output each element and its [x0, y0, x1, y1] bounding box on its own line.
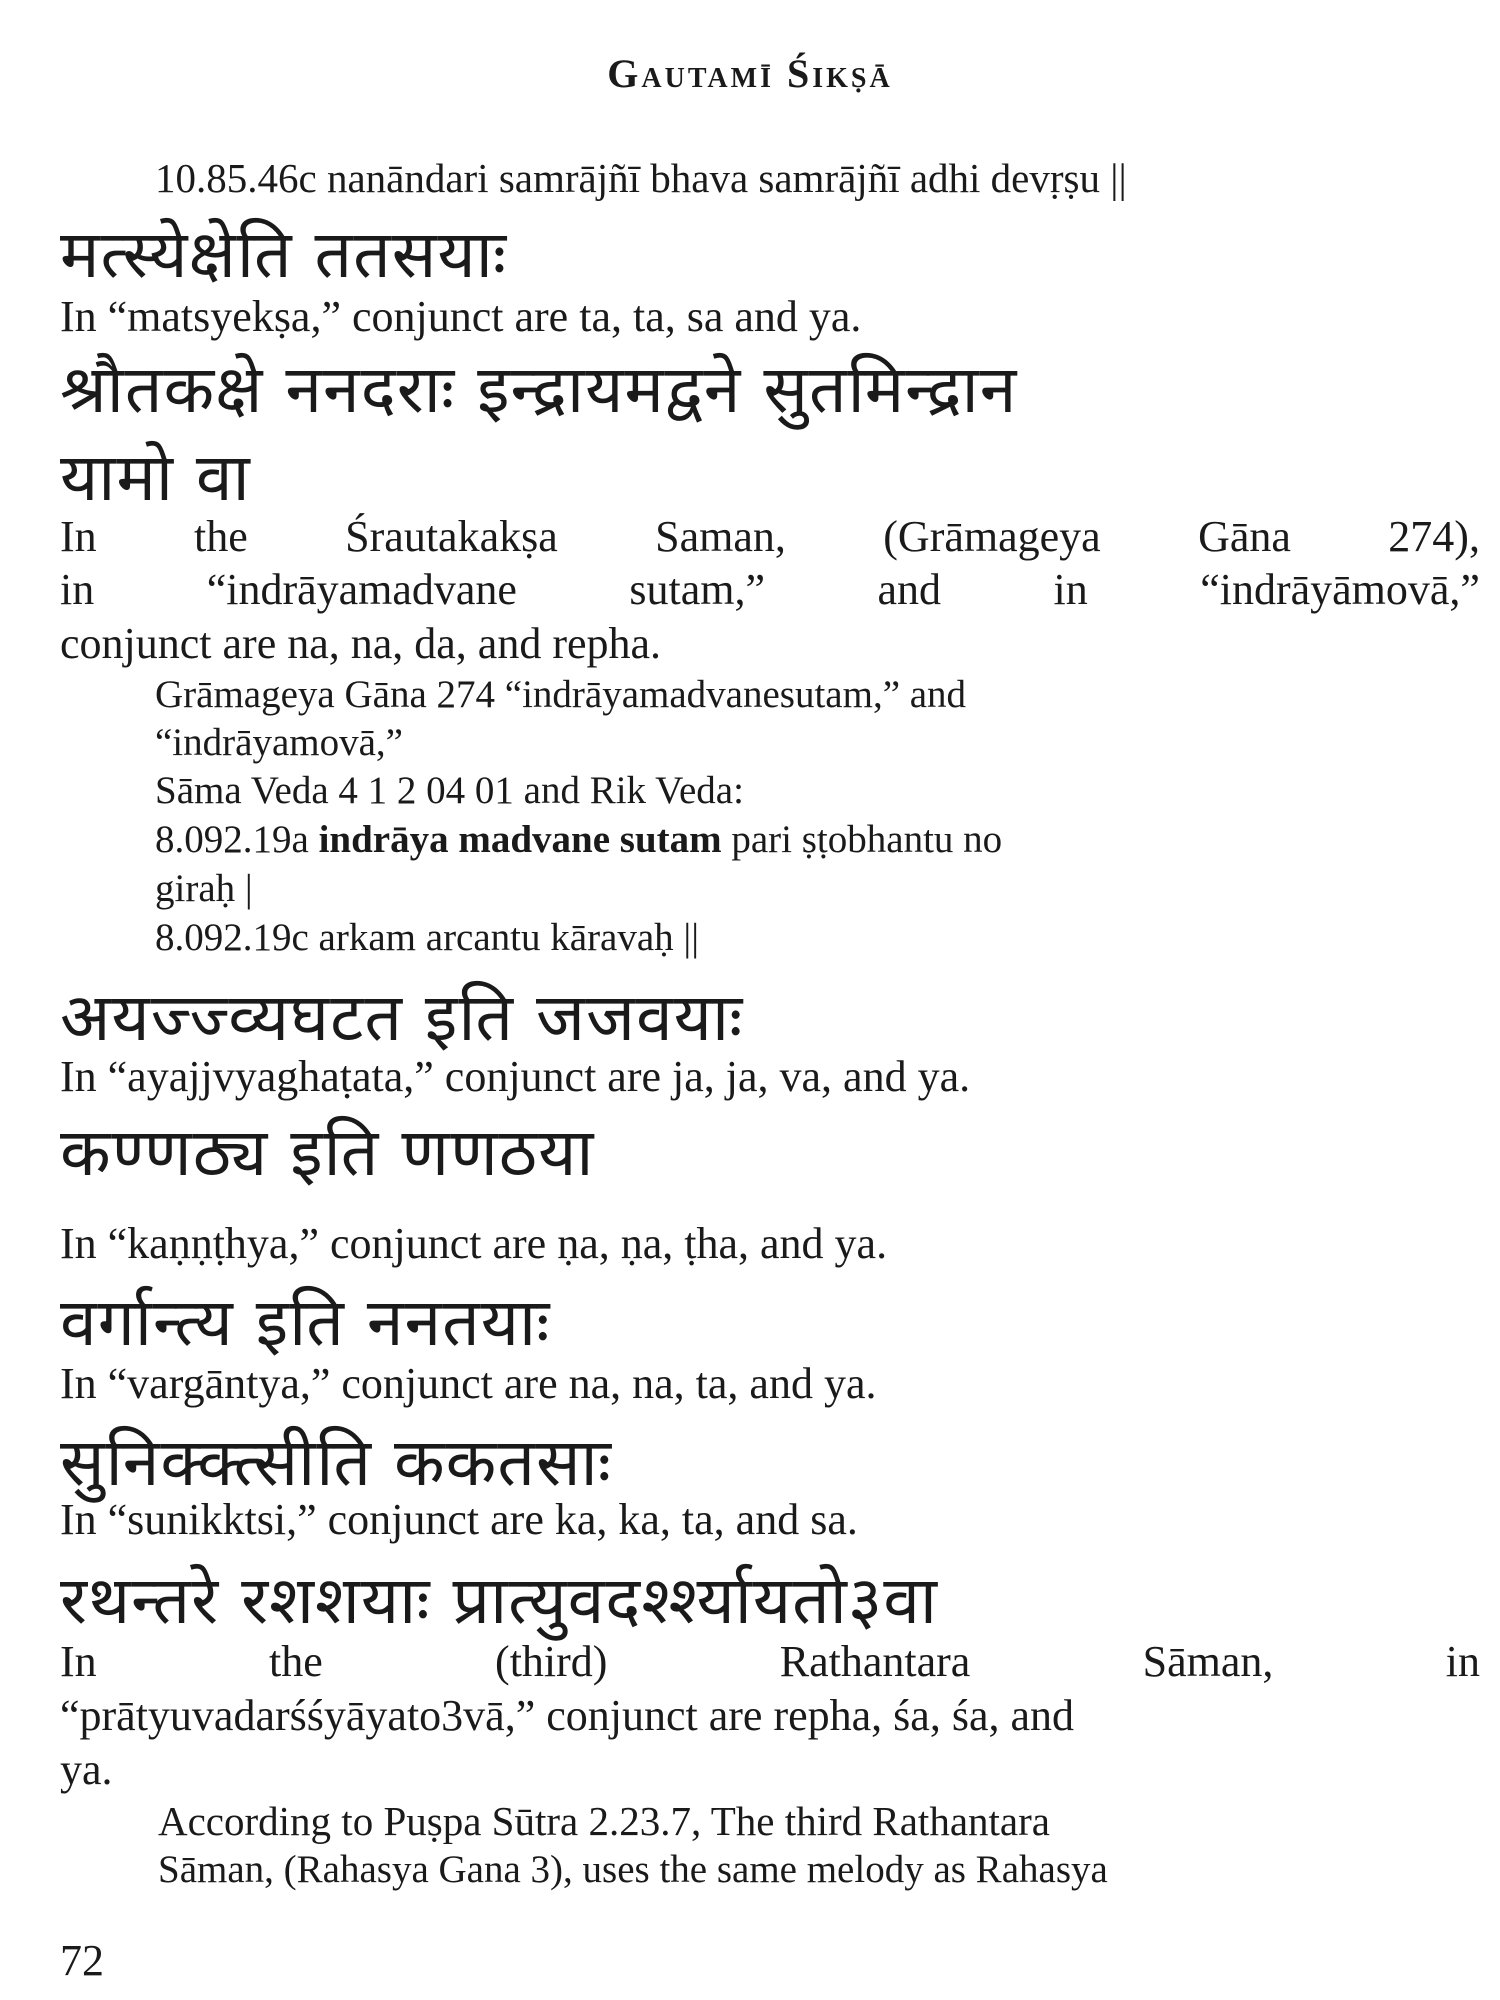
- rigveda-reference-line: 10.85.46c nanāndari samrājñī bhava samrājñī adhi devṛṣu ||: [155, 155, 1127, 201]
- word: 274),: [1388, 512, 1480, 561]
- word: the: [268, 1637, 323, 1686]
- verse-bold-phrase: indrāya madvane sutam: [318, 818, 722, 861]
- word: Sāman,: [1142, 1637, 1274, 1686]
- word: in: [1053, 565, 1088, 614]
- word: In: [60, 512, 97, 561]
- verse-rest: pari ṣṭobhantu no: [721, 818, 1003, 861]
- sanskrit-verse-srautakaksa-line1: श्रौतकक्षे ननदराः इन्द्रायमद्वने सुतमिन्द्रान: [60, 351, 1018, 428]
- word: and: [877, 565, 942, 614]
- word: (third): [495, 1637, 608, 1686]
- word: “indrāyāmovā,”: [1200, 565, 1480, 614]
- note-puspa-sutra-2: Sāman, (Rahasya Gana 3), uses the same melody as Rahasya: [158, 1848, 1108, 1891]
- translation-kannthya: In “kaṇṇṭhya,” conjunct are ṇa, ṇa, ṭha, and ya.: [60, 1219, 888, 1268]
- word: in: [60, 565, 95, 614]
- word: Saman,: [655, 512, 786, 561]
- page-number: 72: [60, 1936, 104, 1985]
- note-gramageya-2: “indrāyamovā,”: [155, 721, 403, 764]
- translation-srautakaksa-line1: [60, 512, 1480, 561]
- translation-vargantya: In “vargāntya,” conjunct are na, na, ta, and ya.: [60, 1359, 877, 1408]
- sanskrit-verse-rathantara: रथन्तरे रशशयाः प्रात्युवदर्श्श्यायतो३वा: [60, 1562, 938, 1639]
- note-sama-veda: Sāma Veda 4 1 2 04 01 and Rik Veda:: [155, 769, 744, 812]
- sanskrit-verse-vargantya: वर्गान्त्य इति ननतयाः: [60, 1284, 551, 1361]
- translation-rathantara-line2: “prātyuvadarśśyāyato3vā,” conjunct are repha, śa, śa, and: [60, 1691, 1074, 1740]
- word: In: [60, 1637, 97, 1686]
- sanskrit-verse-matsyeksa: मत्स्येक्षेति ततसयाः: [60, 216, 508, 293]
- word: the: [194, 512, 248, 561]
- word: Śrautakakṣa: [345, 512, 558, 561]
- word: (Grāmageya: [883, 512, 1101, 561]
- note-rik-veda-verse-cont: giraḥ |: [155, 867, 253, 910]
- note-puspa-sutra-1: According to Puṣpa Sūtra 2.23.7, The third Rathantara: [158, 1798, 1050, 1844]
- translation-rathantara-line1: [60, 1637, 1480, 1686]
- word: “indrāyamadvane: [206, 565, 517, 614]
- word: Rathantara: [779, 1637, 971, 1686]
- note-gramageya-1: Grāmageya Gāna 274 “indrāyamadvanesutam,” and: [155, 673, 967, 716]
- verse-number: 8.092.19a: [155, 818, 319, 861]
- sanskrit-verse-kannthya: कण्णठ्य इति णणठया: [60, 1114, 595, 1191]
- sanskrit-verse-srautakaksa-line2: यामो वा: [60, 439, 251, 516]
- word: sutam,”: [629, 565, 766, 614]
- translation-sunikktsi: In “sunikktsi,” conjunct are ka, ka, ta, and sa.: [60, 1495, 858, 1544]
- translation-rathantara-line3: ya.: [60, 1745, 113, 1794]
- translation-matsyeksa: In “matsyekṣa,” conjunct are ta, ta, sa and ya.: [60, 292, 862, 341]
- translation-ayajjvyaghatata: In “ayajjvyaghaṭata,” conjunct are ja, ja, va, and ya.: [60, 1052, 971, 1101]
- translation-srautakaksa-line3: conjunct are na, na, da, and repha.: [60, 619, 662, 668]
- running-header-title: Gautamī Śikṣā: [607, 51, 893, 96]
- sanskrit-verse-sunikktsi: सुनिक्क्त्सीति ककतसाः: [60, 1424, 613, 1501]
- note-rik-veda-verse: [155, 820, 1002, 859]
- note-rik-veda-verse-2: 8.092.19c arkam arcantu kāravaḥ ||: [155, 916, 700, 959]
- translation-srautakaksa-line2: [60, 565, 1480, 614]
- word: in: [1445, 1637, 1480, 1686]
- sanskrit-verse-ayajjvyaghatata: अयज्ज्व्यघटत इति जजवयाः: [60, 979, 744, 1056]
- word: Gāna: [1198, 512, 1291, 561]
